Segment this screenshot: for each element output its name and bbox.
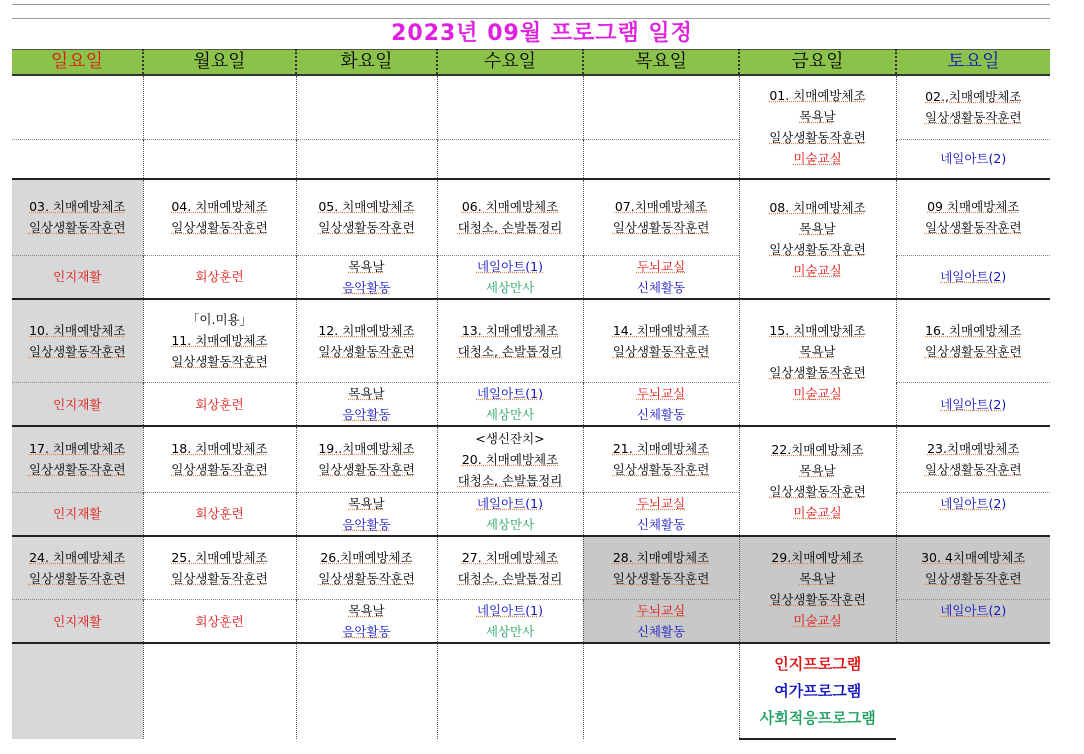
week-row (12, 536, 1050, 600)
week-row (12, 426, 1050, 492)
activity: 13. 치매예방체조 (461, 322, 559, 338)
activity: 06. 치매예방체조 (461, 199, 559, 215)
day-cell (296, 536, 437, 600)
day-cell (143, 299, 296, 383)
activity: 미술교실 (793, 262, 842, 278)
day-cell (296, 179, 437, 255)
activity: 대청소, 손발톱정리 (457, 570, 563, 586)
activity: 세상만사 (485, 407, 535, 422)
day-cell (437, 255, 583, 299)
day-cell (583, 492, 739, 536)
activity: 10. 치매예방체조 (29, 322, 126, 338)
activity: 네일아트(1) (476, 258, 543, 274)
activity: 미술교실 (793, 151, 842, 166)
activity: 일상생활동작훈련 (769, 365, 866, 381)
activity: 24. 치매예방체조 (29, 549, 126, 565)
activity: 목욕날 (348, 495, 385, 511)
page-title: 2023년 09월 프로그램 일정 (391, 21, 693, 46)
day-cell (739, 75, 896, 179)
activity: 일상생활동작훈련 (28, 220, 126, 236)
activity: 미술교실 (793, 504, 842, 520)
activity: 목욕날 (799, 462, 836, 478)
day-cell-empty (12, 139, 143, 179)
activity: 목욕날 (799, 220, 836, 236)
day-header-fri: 금요일 (739, 50, 896, 76)
day-cell (296, 600, 437, 644)
activity: 목욕날 (348, 258, 385, 274)
activity: 신체활동 (636, 624, 686, 639)
day-header-wed: 수요일 (437, 50, 583, 76)
activity: 일상생활동작훈련 (612, 462, 710, 478)
activity: 세상만사 (485, 624, 535, 639)
day-cell-empty (12, 643, 143, 739)
day-cell (896, 75, 1050, 139)
activity: 네일아트(2) (896, 139, 1050, 179)
activity: 목욕날 (799, 344, 836, 360)
day-cell (437, 179, 583, 255)
weekday-header (12, 50, 1050, 76)
activity: 26.치매예방체조 (320, 549, 413, 565)
activity: 인지재활 (12, 492, 143, 536)
day-cell (896, 179, 1050, 255)
activity: 16. 치매예방체조 (925, 322, 1022, 338)
week-row (12, 179, 1050, 255)
top-rule (12, 4, 1050, 5)
activity: 04. 치매예방체조 (171, 199, 268, 215)
day-cell (437, 536, 583, 600)
activity: 02.,치매예방체조 (925, 89, 1022, 105)
day-cell (143, 179, 296, 255)
day-cell (296, 383, 437, 427)
activity: 네일아트(1) (476, 603, 543, 618)
day-cell (739, 426, 896, 536)
activity: 09 치매예방체조 (927, 199, 1020, 215)
activity: 회상훈련 (143, 600, 296, 644)
activity: 일상생활동작훈련 (318, 570, 415, 586)
activity: 네일아트(1) (476, 495, 543, 511)
day-cell (896, 426, 1050, 492)
day-cell (583, 383, 739, 427)
activity: 일상생활동작훈련 (612, 570, 710, 586)
day-cell (896, 536, 1050, 600)
activity: 일상생활동작훈련 (171, 354, 268, 370)
day-cell-empty (143, 75, 296, 139)
activity: 음악활동 (342, 624, 391, 639)
day-cell-empty (296, 643, 437, 739)
activity: 일상생활동작훈련 (28, 570, 126, 586)
day-cell-empty (143, 643, 296, 739)
activity: 일상생활동작훈련 (171, 570, 268, 586)
activity: 일상생활동작훈련 (612, 220, 710, 236)
activity: 일상생활동작훈련 (612, 343, 710, 359)
activity: 음악활동 (342, 407, 391, 422)
activity: 네일아트(2) (896, 492, 1050, 536)
activity: 네일아트(2) (896, 255, 1050, 299)
day-cell-empty (296, 75, 437, 139)
day-cell (296, 492, 437, 536)
activity: 일상생활동작훈련 (769, 483, 866, 499)
activity: 14. 치매예방체조 (612, 322, 710, 338)
activity: 미술교실 (793, 613, 842, 629)
day-cell-empty (583, 643, 739, 739)
legend-leisure: 여가프로그램 (774, 681, 862, 700)
activity: 대청소, 손발톱정리 (457, 472, 563, 488)
activity: 22.치매예방체조 (771, 441, 864, 457)
day-cell-empty (583, 75, 739, 139)
day-header-sun: 일요일 (12, 50, 143, 76)
activity: 대청소, 손발톱정리 (457, 220, 563, 236)
day-cell (12, 179, 143, 255)
activity: 세상만사 (485, 279, 535, 295)
activity: 목욕날 (348, 603, 385, 618)
activity: 신체활동 (636, 279, 686, 295)
activity: 음악활동 (342, 279, 391, 295)
activity: 일상생활동작훈련 (318, 220, 415, 236)
day-cell (143, 426, 296, 492)
activity: 일상생활동작훈련 (924, 570, 1022, 586)
activity: 12. 치매예방체조 (318, 322, 415, 338)
activity: 30. 4치매예방체조 (921, 549, 1026, 565)
legend-row (12, 643, 1050, 739)
activity: 두뇌교실 (636, 603, 686, 618)
activity: 목욕날 (348, 386, 385, 401)
activity: 11. 치매예방체조 (171, 333, 268, 349)
day-header-thu: 목요일 (583, 50, 739, 76)
day-cell (437, 600, 583, 644)
activity: 신체활동 (636, 516, 686, 532)
activity: 네일아트(1) (476, 386, 543, 401)
activity: 01. 치매예방체조 (769, 88, 866, 103)
activity: 「이.미용」 (186, 312, 253, 328)
activity: 일상생활동작훈련 (924, 343, 1022, 359)
activity: 대청소, 손발톱정리 (457, 343, 563, 359)
activity: 미술교실 (793, 386, 842, 402)
day-cell (437, 383, 583, 427)
day-cell (296, 299, 437, 383)
activity: 회상훈련 (143, 383, 296, 427)
day-header-sat: 토요일 (896, 50, 1050, 76)
activity: 08. 치매예방체조 (769, 199, 866, 215)
day-cell-empty (583, 139, 739, 179)
activity: 25. 치매예방체조 (171, 549, 268, 565)
day-cell (12, 299, 143, 383)
day-cell (437, 299, 583, 383)
day-cell (583, 299, 739, 383)
activity: 일상생활동작훈련 (171, 220, 268, 236)
activity: 28. 치매예방체조 (612, 549, 710, 565)
day-cell (739, 179, 896, 299)
activity: 15. 치매예방체조 (769, 323, 866, 339)
day-header-mon: 월요일 (143, 50, 296, 76)
day-cell (739, 299, 896, 427)
activity: 21. 치매예방체조 (612, 441, 710, 457)
activity: 회상훈련 (143, 492, 296, 536)
activity: 네일아트(2) (896, 600, 1050, 644)
week-row (12, 299, 1050, 383)
day-cell-empty (437, 75, 583, 139)
day-cell (143, 536, 296, 600)
activity: 03. 치매예방체조 (29, 199, 126, 215)
day-cell (12, 426, 143, 492)
day-cell (296, 426, 437, 492)
day-cell (583, 600, 739, 644)
day-cell-empty (143, 139, 296, 179)
legend-social: 사회적응프로그램 (759, 708, 876, 727)
day-cell (583, 426, 739, 492)
activity: 일상생활동작훈련 (924, 110, 1022, 126)
activity: 29.치매예방체조 (771, 550, 864, 566)
activity: 17. 치매예방체조 (29, 441, 126, 457)
week-row (12, 75, 1050, 139)
activity: 일상생활동작훈련 (769, 592, 866, 608)
activity: 20. 치매예방체조 (461, 451, 559, 467)
day-cell (896, 299, 1050, 383)
day-cell-empty (12, 75, 143, 139)
activity: <생신잔치> (475, 430, 545, 446)
activity: 네일아트(2) (896, 383, 1050, 427)
activity: 05. 치매예방체조 (318, 199, 415, 215)
activity: 일상생활동작훈련 (318, 462, 415, 478)
activity: 세상만사 (485, 516, 535, 532)
activity: 인지재활 (12, 383, 143, 427)
activity: 일상생활동작훈련 (171, 462, 268, 478)
activity: 두뇌교실 (636, 258, 686, 274)
activity: 19..치매예방체조 (318, 441, 415, 457)
activity: 회상훈련 (143, 255, 296, 299)
activity: 일상생활동작훈련 (28, 343, 126, 359)
activity: 인지재활 (12, 255, 143, 299)
day-cell-empty (437, 139, 583, 179)
activity: 목욕날 (799, 571, 836, 587)
activity: 23.치매예방체조 (927, 441, 1020, 457)
activity: 인지재활 (12, 600, 143, 644)
day-cell (296, 255, 437, 299)
activity: 목욕날 (799, 109, 836, 124)
legend (739, 643, 896, 739)
day-cell (437, 492, 583, 536)
activity: 일상생활동작훈련 (318, 343, 415, 359)
day-cell (583, 179, 739, 255)
day-cell-empty (437, 643, 583, 739)
activity: 일상생활동작훈련 (769, 130, 866, 145)
activity: 음악활동 (342, 516, 391, 532)
activity: 신체활동 (636, 407, 686, 422)
activity: 두뇌교실 (636, 386, 686, 401)
day-cell (12, 536, 143, 600)
activity: 일상생활동작훈련 (924, 462, 1022, 478)
activity: 27. 치매예방체조 (461, 549, 559, 565)
legend-cognitive: 인지프로그램 (774, 654, 862, 673)
activity: 두뇌교실 (636, 495, 686, 511)
day-cell (583, 255, 739, 299)
day-cell (739, 536, 896, 644)
day-cell (437, 426, 583, 492)
day-cell-empty (896, 643, 1050, 739)
activity: 일상생활동작훈련 (769, 241, 866, 257)
day-cell (583, 536, 739, 600)
activity: 일상생활동작훈련 (924, 220, 1022, 236)
activity: 07.치매예방체조 (614, 199, 708, 215)
day-cell-empty (296, 139, 437, 179)
activity: 일상생활동작훈련 (28, 462, 126, 478)
activity: 18. 치매예방체조 (171, 441, 268, 457)
day-header-tue: 화요일 (296, 50, 437, 76)
schedule-table (12, 49, 1050, 740)
